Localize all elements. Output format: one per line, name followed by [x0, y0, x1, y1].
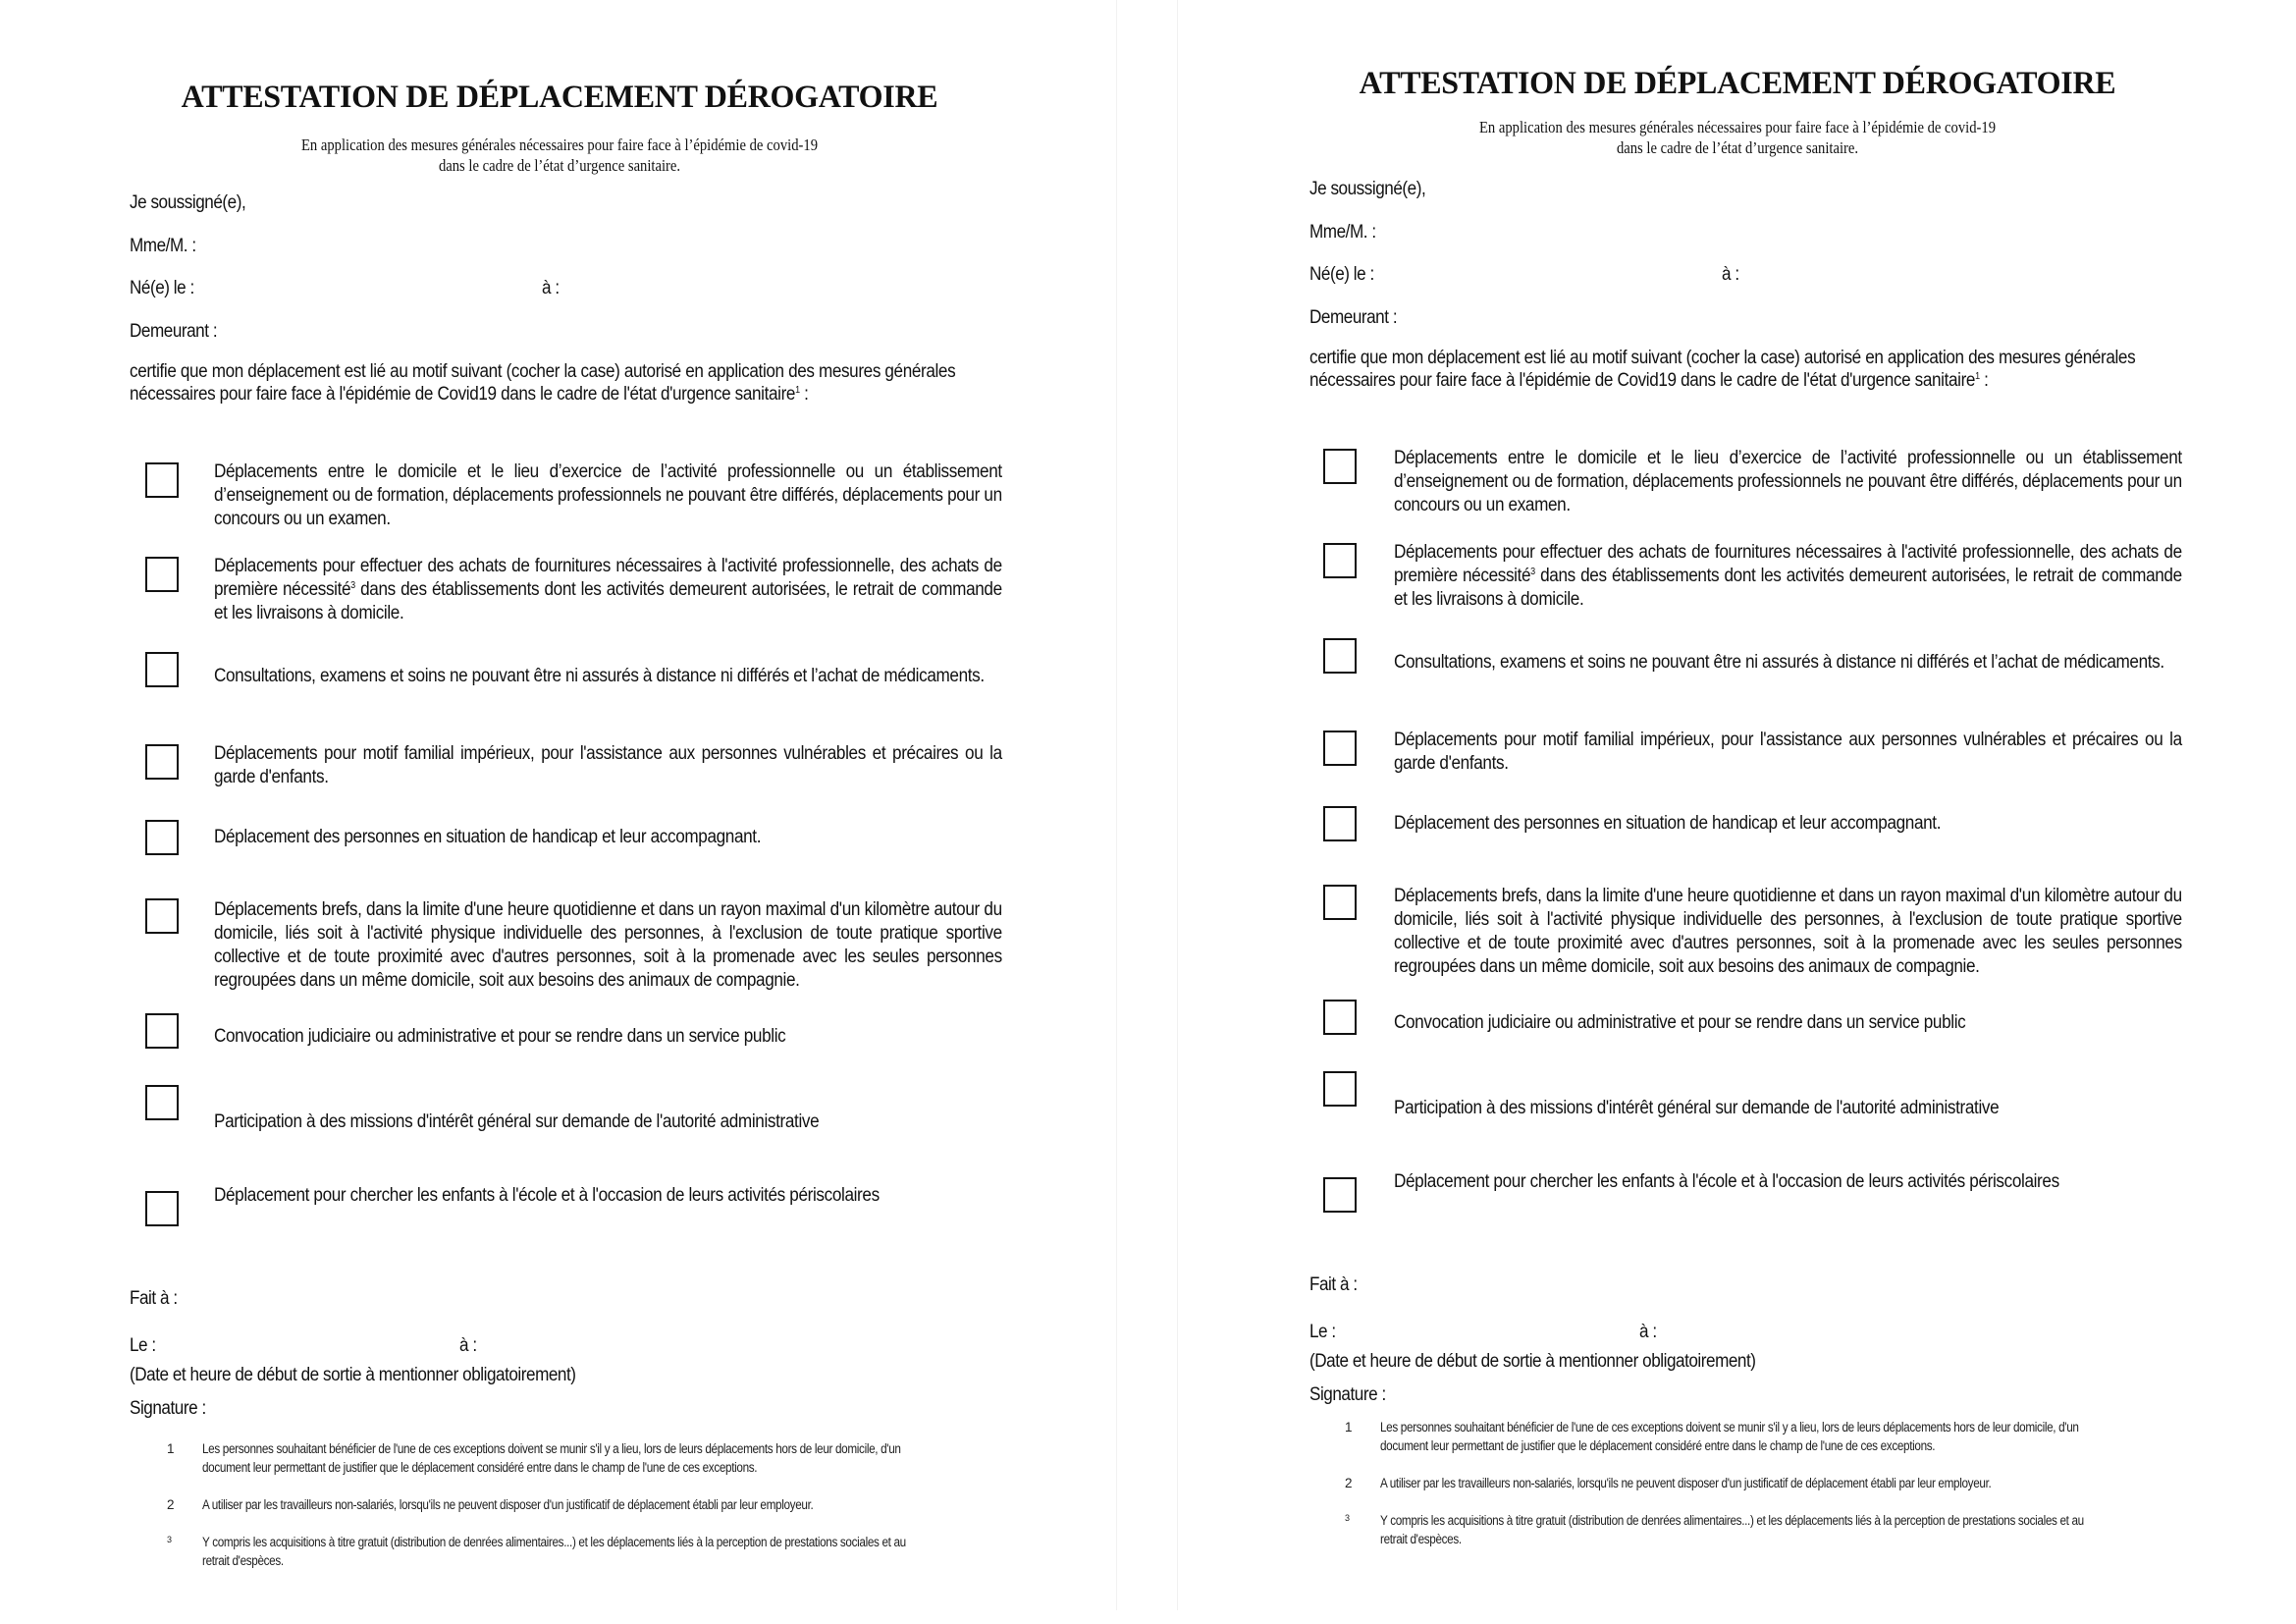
document-subtitle [182, 135, 938, 176]
reason-text: Déplacements pour motif familial impérieux, pour l'assistance aux personnes vulnérables et précaires ou la garde d'enfants. [214, 743, 1002, 787]
footnote-number: 1 [167, 1441, 175, 1456]
reason-text: Déplacement des personnes en situation de handicap et leur accompagnant. [1394, 813, 1942, 834]
footnote-ref: 1 [1975, 371, 1980, 382]
footnote-number: 2 [1345, 1476, 1353, 1490]
reason-checkbox[interactable] [1323, 638, 1357, 674]
certify-paragraph [1309, 347, 2287, 392]
made-at-label: Fait à : [1309, 1274, 1358, 1295]
date-label: Le : [1309, 1322, 1336, 1342]
reason-checkbox[interactable] [1323, 806, 1357, 841]
subtitle-line-2: dans le cadre de l’état d’urgence sanitaire. [438, 156, 681, 175]
certify-paragraph [130, 360, 1107, 406]
reason-checkbox[interactable] [145, 820, 179, 855]
reason-text: Déplacements entre le domicile et le lieu d’exercice de l’activité professionnelle ou un établissement d’enseignement ou de formation, déplacements professionnels ne pouvant être différés, déplacements pour un concours ou un examen. [1394, 448, 2182, 515]
time-field[interactable] [1639, 1321, 1904, 1344]
attestation-page-right [1178, 0, 2296, 1624]
subtitle-line-2: dans le cadre de l’état d’urgence sanitaire. [1616, 138, 1859, 157]
footnote-number: 3 [1345, 1513, 1350, 1523]
reason-checkbox[interactable] [145, 462, 179, 498]
birth-place-field[interactable] [1722, 263, 2110, 287]
footnote-number: 3 [167, 1535, 172, 1544]
address-field[interactable] [1309, 306, 2069, 330]
reason-checkbox[interactable] [1323, 1071, 1357, 1107]
address-field[interactable] [130, 320, 889, 344]
footnote-ref: 3 [1530, 567, 1535, 577]
reason-text: Déplacements brefs, dans la limite d'une heure quotidienne et dans un rayon maximal d'un kilomètre autour du domicile, liés soit à l'activité physique individuelle des personnes, à l'exclusion de toute pratique sportive collective et de toute proximité avec d'autres personnes, soit à la promenade avec les seules personnes regroupées dans un même domicile, soit aux besoins des animaux de compagnie. [1394, 886, 2182, 977]
soussigne-label: Je soussigné(e), [1309, 179, 1426, 199]
time-label: à : [459, 1335, 477, 1356]
reason-checkbox[interactable] [145, 1191, 179, 1226]
name-label: Mme/M. : [130, 236, 196, 256]
address-label: Demeurant : [130, 321, 218, 342]
reason-checkbox[interactable] [1323, 449, 1357, 484]
document-title: ATTESTATION DE DÉPLACEMENT DÉROGATOIRE [181, 80, 938, 115]
reason-text: Déplacement pour chercher les enfants à l'école et à l'occasion de leurs activités périscolaires [214, 1185, 880, 1206]
signature-label: Signature : [130, 1398, 206, 1419]
footnote-text: Y compris les acquisitions à titre gratuit (distribution de denrées alimentaires...) et les déplacements liés à la perception de prestations sociales et au retrait d'espèces. [202, 1535, 906, 1568]
footnote-number: 2 [167, 1497, 175, 1512]
reason-text: Déplacements pour motif familial impérieux, pour l'assistance aux personnes vulnérables et précaires ou la garde d'enfants. [1394, 730, 2182, 774]
reason-checkbox[interactable] [1323, 885, 1357, 920]
document-subtitle [1361, 117, 2113, 158]
reason-text: Convocation judiciaire ou administrative et pour se rendre dans un service public [1394, 1012, 1966, 1033]
name-field[interactable] [1309, 221, 2069, 244]
made-at-field[interactable] [1309, 1273, 2069, 1297]
footnote-text: A utiliser par les travailleurs non-salariés, lorsqu'ils ne peuvent disposer d'un justificatif de déplacement établi par leur employeur. [202, 1497, 814, 1512]
reason-text-part: Déplacements pour effectuer des achats de fournitures nécessaires à l'activité professionnelle, des achats de première nécessité [214, 556, 1002, 600]
time-field[interactable] [459, 1334, 724, 1358]
reason-text: Déplacements entre le domicile et le lieu d’exercice de l’activité professionnelle ou un établissement d’enseignement ou de formation, déplacements professionnels ne pouvant être différés, déplacements pour un concours ou un examen. [214, 461, 1002, 529]
reason-text: Consultations, examens et soins ne pouvant être ni assurés à distance ni différés et l’achat de médicaments. [214, 666, 985, 686]
reason-checkbox[interactable] [145, 898, 179, 934]
reason-text: Participation à des missions d'intérêt général sur demande de l'autorité administrative [1394, 1098, 2000, 1118]
birth-place-label: à : [1722, 264, 1739, 285]
reason-text-part: dans des établissements dont les activités demeurent autorisées, le retrait de commande et les livraisons à domicile. [1394, 566, 2182, 610]
reason-checkbox[interactable] [1323, 731, 1357, 766]
attestation-page-left [0, 0, 1119, 1624]
reason-text: Déplacement des personnes en situation de handicap et leur accompagnant. [214, 827, 762, 847]
reason-checkbox[interactable] [145, 1085, 179, 1120]
reason-text: Déplacements brefs, dans la limite d'une heure quotidienne et dans un rayon maximal d'un kilomètre autour du domicile, liés soit à l'activité physique individuelle des personnes, à l'exclusion de toute pratique sportive collective et de toute proximité avec d'autres personnes, soit à la promenade avec les seules personnes regroupées dans un même domicile, soit aux besoins des animaux de compagnie. [214, 899, 1002, 991]
reason-checkbox[interactable] [145, 652, 179, 687]
reason-checkbox[interactable] [1323, 1000, 1357, 1035]
certify-suffix: : [1979, 370, 1989, 391]
certify-text: certifie que mon déplacement est lié au motif suivant (cocher la case) autorisé en application des mesures générales nécessaires pour faire face à l'épidémie de Covid19 dans le cadre de l'état d'urgence sanitaire [1309, 348, 2136, 391]
reason-checkbox[interactable] [145, 557, 179, 592]
reason-text: Participation à des missions d'intérêt général sur demande de l'autorité administrative [214, 1111, 820, 1132]
reason-checkbox[interactable] [1323, 1177, 1357, 1213]
date-field[interactable] [130, 1334, 395, 1358]
reason-checkbox[interactable] [1323, 543, 1357, 578]
certify-suffix: : [799, 384, 809, 405]
date-note: (Date et heure de début de sortie à mentionner obligatoirement) [1309, 1351, 1756, 1372]
birth-place-label: à : [542, 278, 560, 298]
footnote-ref: 1 [795, 385, 800, 396]
date-field[interactable] [1309, 1321, 1575, 1344]
footnote-text: Les personnes souhaitant bénéficier de l'une de ces exceptions doivent se munir s'il y a lieu, lors de leurs déplacements hors de leur domicile, d'un document leur permettant de justifier que le déplacement considéré entre dans le champ de l'une de ces exceptions. [202, 1441, 901, 1475]
reason-checkbox[interactable] [145, 744, 179, 780]
reason-text [214, 555, 1088, 625]
birth-date-field[interactable] [1309, 263, 1575, 287]
reason-text-part: dans des établissements dont les activités demeurent autorisées, le retrait de commande et les livraisons à domicile. [214, 579, 1002, 623]
time-label: à : [1639, 1322, 1657, 1342]
birth-date-label: Né(e) le : [130, 278, 194, 298]
certify-text: certifie que mon déplacement est lié au motif suivant (cocher la case) autorisé en application des mesures générales nécessaires pour faire face à l'épidémie de Covid19 dans le cadre de l'état d'urgence sanitaire [130, 361, 956, 405]
date-note: (Date et heure de début de sortie à mentionner obligatoirement) [130, 1365, 576, 1385]
footnote-number: 1 [1345, 1420, 1353, 1435]
name-label: Mme/M. : [1309, 222, 1376, 243]
reason-text-part: Déplacements pour effectuer des achats de fournitures nécessaires à l'activité professionnelle, des achats de première nécessité [1394, 542, 2182, 586]
birth-date-label: Né(e) le : [1309, 264, 1374, 285]
made-at-field[interactable] [130, 1287, 889, 1311]
made-at-label: Fait à : [130, 1288, 178, 1309]
footnote-text: A utiliser par les travailleurs non-salariés, lorsqu'ils ne peuvent disposer d'un justificatif de déplacement établi par leur employeur. [1380, 1476, 1992, 1490]
subtitle-line-1: En application des mesures générales nécessaires pour faire face à l’épidémie de covid-19 [300, 135, 819, 154]
date-label: Le : [130, 1335, 156, 1356]
reason-text: Déplacement pour chercher les enfants à l'école et à l'occasion de leurs activités périscolaires [1394, 1171, 2059, 1192]
footnote-text: Les personnes souhaitant bénéficier de l'une de ces exceptions doivent se munir s'il y a lieu, lors de leurs déplacements hors de leur domicile, d'un document leur permettant de justifier que le déplacement considéré entre dans le champ de l'une de ces exceptions. [1380, 1420, 2079, 1453]
reason-text: Convocation judiciaire ou administrative et pour se rendre dans un service public [214, 1026, 786, 1047]
document-title: ATTESTATION DE DÉPLACEMENT DÉROGATOIRE [1359, 66, 2116, 101]
address-label: Demeurant : [1309, 307, 1398, 328]
name-field[interactable] [130, 235, 889, 258]
signature-label: Signature : [1309, 1384, 1386, 1405]
footnote-ref: 3 [350, 580, 355, 591]
reason-text: Consultations, examens et soins ne pouvant être ni assurés à distance ni différés et l’achat de médicaments. [1394, 652, 2164, 673]
soussigne-label: Je soussigné(e), [130, 192, 246, 213]
reason-checkbox[interactable] [145, 1013, 179, 1049]
subtitle-line-1: En application des mesures générales nécessaires pour faire face à l’épidémie de covid-19 [1478, 118, 1997, 136]
birth-date-field[interactable] [130, 277, 395, 300]
birth-place-field[interactable] [542, 277, 931, 300]
reason-text [1394, 541, 2268, 612]
footnote-text: Y compris les acquisitions à titre gratuit (distribution de denrées alimentaires...) et les déplacements liés à la perception de prestations sociales et au retrait d'espèces. [1380, 1513, 2084, 1546]
